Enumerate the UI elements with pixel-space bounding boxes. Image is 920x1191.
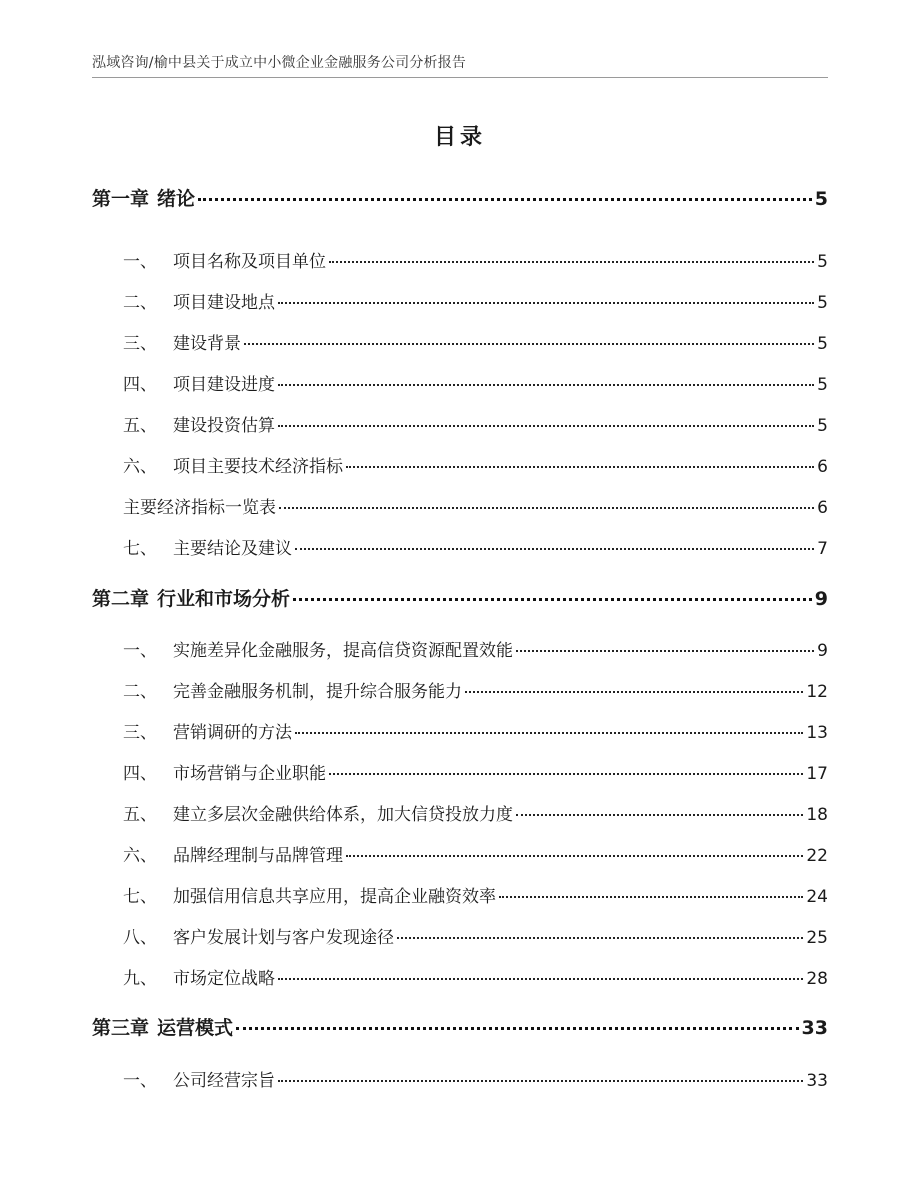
dot-leader	[295, 732, 803, 734]
toc-entry-text: 项目名称及项目单位	[173, 252, 326, 272]
toc-entry-label	[92, 841, 343, 866]
toc-entry-label	[92, 584, 290, 611]
toc-entry-label	[92, 759, 326, 784]
dot-leader	[198, 198, 812, 201]
toc-section-item[interactable]	[92, 800, 828, 825]
toc-entry-label	[92, 718, 292, 743]
dot-leader	[278, 425, 814, 427]
dot-leader	[293, 598, 812, 601]
dot-leader	[329, 261, 814, 263]
toc-entry-label	[92, 636, 513, 661]
dot-leader	[278, 978, 803, 980]
toc-entry-number: 九、	[123, 969, 157, 989]
toc-page-number: 5	[814, 188, 828, 210]
dot-leader	[329, 773, 803, 775]
toc-section-item[interactable]	[92, 923, 828, 948]
toc-section-item[interactable]	[92, 1066, 828, 1091]
toc-entry-number: 第二章	[92, 588, 150, 610]
toc-section-item[interactable]	[92, 288, 828, 313]
toc-entry-number: 七、	[123, 887, 157, 907]
dot-leader	[499, 896, 803, 898]
dot-leader	[278, 384, 814, 386]
dot-leader	[516, 650, 814, 652]
dot-leader	[346, 466, 814, 468]
toc-entry-label	[92, 677, 462, 702]
toc-section-item[interactable]	[92, 636, 828, 661]
toc-entry-number: 二、	[123, 293, 157, 313]
toc-entry-text: 行业和市场分析	[157, 588, 291, 610]
toc-page-number: 9	[814, 588, 828, 610]
toc-entry-text: 客户发展计划与客户发现途径	[173, 928, 394, 948]
toc-entry-number: 三、	[123, 334, 157, 354]
toc-entry-label	[92, 247, 326, 272]
toc-entry-number: 四、	[123, 375, 157, 395]
toc-entry-number: 六、	[123, 846, 157, 866]
toc-section-item[interactable]	[92, 718, 828, 743]
toc-entry-text: 建立多层次金融供给体系，加大信贷投放力度	[173, 805, 513, 825]
toc-entry-text: 完善金融服务机制，提升综合服务能力	[173, 682, 462, 702]
toc-page-number: 18	[806, 805, 828, 825]
toc-entry-label	[92, 411, 275, 436]
toc-entry-number: 八、	[123, 928, 157, 948]
toc-page-number: 6	[817, 498, 828, 518]
toc-entry-text: 市场定位战略	[173, 969, 275, 989]
toc-chapter-3[interactable]	[92, 1013, 828, 1040]
toc-page-number: 33	[806, 1071, 828, 1091]
toc-chapter-1[interactable]	[92, 184, 828, 211]
toc-page-number: 7	[817, 539, 828, 559]
dot-leader	[278, 302, 814, 304]
toc-section-item[interactable]	[92, 452, 828, 477]
toc-entry-label	[92, 493, 276, 518]
header-divider	[92, 77, 828, 78]
toc-page-number: 28	[806, 969, 828, 989]
toc-entry-label	[92, 964, 275, 989]
toc-entry-label	[92, 184, 195, 211]
toc-page-number: 25	[806, 928, 828, 948]
toc-page-number: 5	[817, 334, 828, 354]
toc-entry-number: 四、	[123, 764, 157, 784]
dot-leader	[397, 937, 803, 939]
toc-entry-number: 七、	[123, 539, 157, 559]
toc-section-item[interactable]	[92, 677, 828, 702]
toc-section-item[interactable]	[92, 882, 828, 907]
toc-page-number: 9	[817, 641, 828, 661]
toc-entry-label	[92, 882, 496, 907]
toc-chapter-2[interactable]	[92, 584, 828, 611]
toc-entry-label	[92, 452, 343, 477]
dot-leader	[244, 343, 814, 345]
dot-leader	[236, 1027, 799, 1030]
toc-entry-text: 主要经济指标一览表	[123, 498, 276, 518]
toc-page-number: 13	[806, 723, 828, 743]
toc-section-item[interactable]	[92, 841, 828, 866]
toc-entry-text: 项目建设进度	[173, 375, 275, 395]
toc-entry-number: 一、	[123, 641, 157, 661]
toc-section-item[interactable]	[92, 329, 828, 354]
toc-entry-number: 五、	[123, 416, 157, 436]
toc-entry-number: 五、	[123, 805, 157, 825]
toc-section-item[interactable]	[92, 534, 828, 559]
toc-entry-label	[92, 370, 275, 395]
dot-leader	[295, 548, 814, 550]
toc-entry-text: 建设投资估算	[173, 416, 275, 436]
toc-entry-label	[92, 288, 275, 313]
toc-entry-text: 品牌经理制与品牌管理	[173, 846, 343, 866]
toc-table-item[interactable]	[92, 493, 828, 518]
running-header: 泓域咨询/榆中县关于成立中小微企业金融服务公司分析报告	[92, 55, 467, 71]
toc-entry-number: 第一章	[92, 188, 150, 210]
toc-entry-text: 绪论	[157, 188, 196, 210]
toc-section-item[interactable]	[92, 370, 828, 395]
toc-page-number: 33	[801, 1017, 828, 1039]
toc-entry-number: 二、	[123, 682, 157, 702]
dot-leader	[346, 855, 803, 857]
toc-entry-label	[92, 923, 394, 948]
toc-entry-text: 主要结论及建议	[173, 539, 292, 559]
toc-entry-number: 一、	[123, 1071, 157, 1091]
toc-page-number: 5	[817, 416, 828, 436]
toc-entry-label	[92, 1013, 233, 1040]
toc-entry-number: 第三章	[92, 1017, 150, 1039]
toc-page-number: 17	[806, 764, 828, 784]
toc-section-item[interactable]	[92, 247, 828, 272]
toc-page-number: 22	[806, 846, 828, 866]
toc-entry-text: 项目主要技术经济指标	[173, 457, 343, 477]
toc-page-number: 12	[806, 682, 828, 702]
toc-entry-label	[92, 329, 241, 354]
toc-entry-label	[92, 800, 513, 825]
toc-entry-number: 一、	[123, 252, 157, 272]
toc-entry-text: 项目建设地点	[173, 293, 275, 313]
toc-entry-label	[92, 1066, 275, 1091]
toc-entry-text: 加强信用信息共享应用，提高企业融资效率	[173, 887, 496, 907]
toc-page-number: 24	[806, 887, 828, 907]
dot-leader	[279, 507, 814, 509]
toc-page-number: 5	[817, 293, 828, 313]
toc-page-number: 5	[817, 375, 828, 395]
toc-page-number: 6	[817, 457, 828, 477]
dot-leader	[516, 814, 803, 816]
toc-section-item[interactable]	[92, 411, 828, 436]
toc-entry-label	[92, 534, 292, 559]
toc-section-item[interactable]	[92, 759, 828, 784]
toc-page-number: 5	[817, 252, 828, 272]
toc-entry-text: 市场营销与企业职能	[173, 764, 326, 784]
toc-section-item[interactable]	[92, 964, 828, 989]
toc-entry-text: 营销调研的方法	[173, 723, 292, 743]
toc-entry-text: 公司经营宗旨	[173, 1071, 275, 1091]
toc-title: 目录	[433, 125, 486, 150]
toc-entry-number: 三、	[123, 723, 157, 743]
toc-entry-number: 六、	[123, 457, 157, 477]
toc-entry-text: 运营模式	[157, 1017, 234, 1039]
toc-entry-text: 实施差异化金融服务，提高信贷资源配置效能	[173, 641, 513, 661]
toc-entry-text: 建设背景	[173, 334, 241, 354]
dot-leader	[278, 1080, 803, 1082]
dot-leader	[465, 691, 803, 693]
